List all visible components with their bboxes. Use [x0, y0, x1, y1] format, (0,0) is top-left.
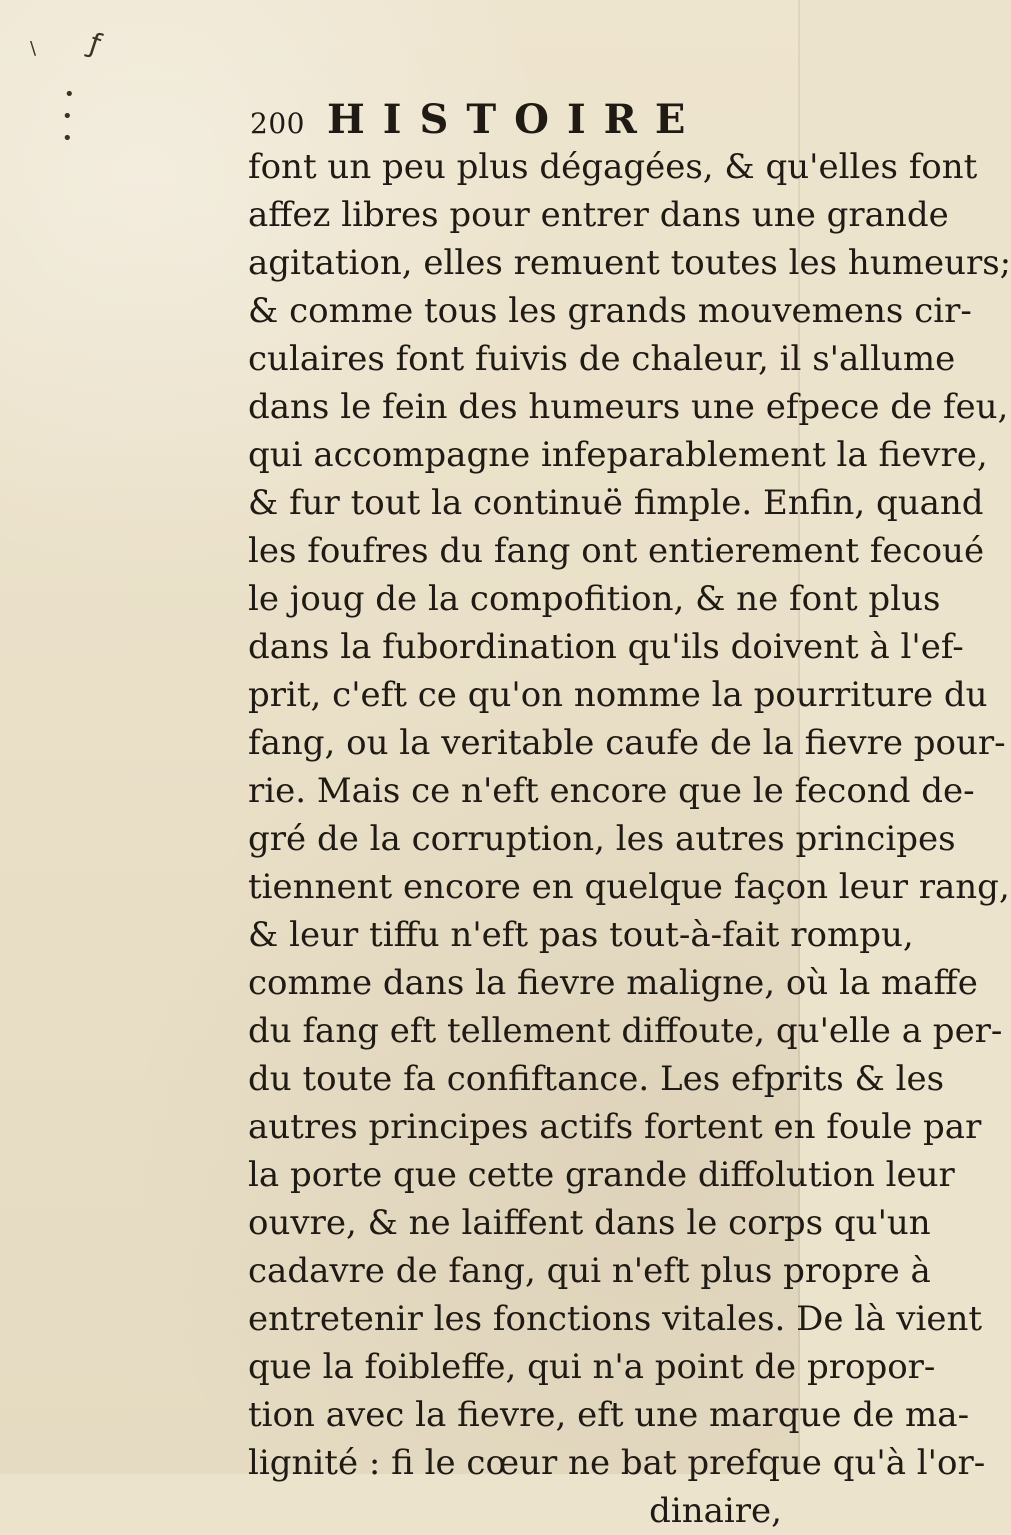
body-text	[248, 143, 1011, 1535]
text-line: les foufres du fang ont entierement fecoué	[248, 531, 985, 571]
margin-dot-icon: •	[62, 128, 73, 149]
margin-tick-icon: \	[30, 38, 37, 59]
text-line: autres principes actifs fortent en foule par	[248, 1107, 982, 1147]
text-line: du toute fa confiftance. Les efprits & les	[248, 1059, 945, 1099]
text-line: cadavre de fang, qui n'eft plus propre à	[248, 1251, 931, 1291]
text-line: la porte que cette grande diffolution leur	[248, 1155, 955, 1195]
text-line: dans la fubordination qu'ils doivent à l'ef-	[248, 627, 964, 667]
text-line: prit, c'eft ce qu'on nomme la pourriture du	[248, 675, 988, 715]
text-line: culaires font fuivis de chaleur, il s'allume	[248, 339, 956, 379]
text-line: gré de la corruption, les autres principes	[248, 819, 956, 859]
text-line: tion avec la fievre, eft une marque de ma-	[248, 1395, 970, 1435]
text-line: le joug de la compofition, & ne font plus	[248, 579, 941, 619]
margin-dot-icon: •	[62, 106, 73, 127]
text-line: ouvre, & ne laiffent dans le corps qu'un	[248, 1203, 931, 1243]
text-line: du fang eft tellement diffoute, qu'elle a per-	[248, 1011, 1003, 1051]
text-line: & fur tout la continuë fimple. Enfin, quand	[248, 483, 984, 523]
page-number: 200	[250, 107, 305, 140]
catchword-line: dinaire,	[649, 1491, 782, 1531]
text-line: tiennent encore en quelque façon leur rang,	[248, 867, 1010, 907]
margin-mark-icon: ƒ	[85, 26, 105, 61]
text-line: & comme tous les grands mouvemens cir-	[248, 291, 972, 331]
text-line: fang, ou la veritable caufe de la fievre pour-	[248, 723, 1006, 763]
text-line: font un peu plus dégagées, & qu'elles font	[248, 147, 978, 187]
text-line: lignité : fi le cœur ne bat prefque qu'à l'or-	[248, 1443, 986, 1483]
text-line: comme dans la fievre maligne, où la maffe	[248, 963, 978, 1003]
text-line: entretenir les fonctions vitales. De là vient	[248, 1299, 983, 1339]
text-line: rie. Mais ce n'eft encore que le fecond de-	[248, 771, 975, 811]
text-line: agitation, elles remuent toutes les humeurs;	[248, 243, 1011, 283]
margin-dot-icon: •	[64, 84, 75, 105]
text-line: qui accompagne infeparablement la fievre,	[248, 435, 988, 475]
text-line: que la foibleffe, qui n'a point de propor-	[248, 1347, 936, 1387]
running-title: HISTOIRE	[326, 96, 704, 143]
text-line: affez libres pour entrer dans une grande	[248, 195, 949, 235]
text-line: dans le fein des humeurs une efpece de feu,	[248, 387, 1009, 427]
text-line: & leur tiffu n'eft pas tout-à-fait rompu,	[248, 915, 914, 955]
